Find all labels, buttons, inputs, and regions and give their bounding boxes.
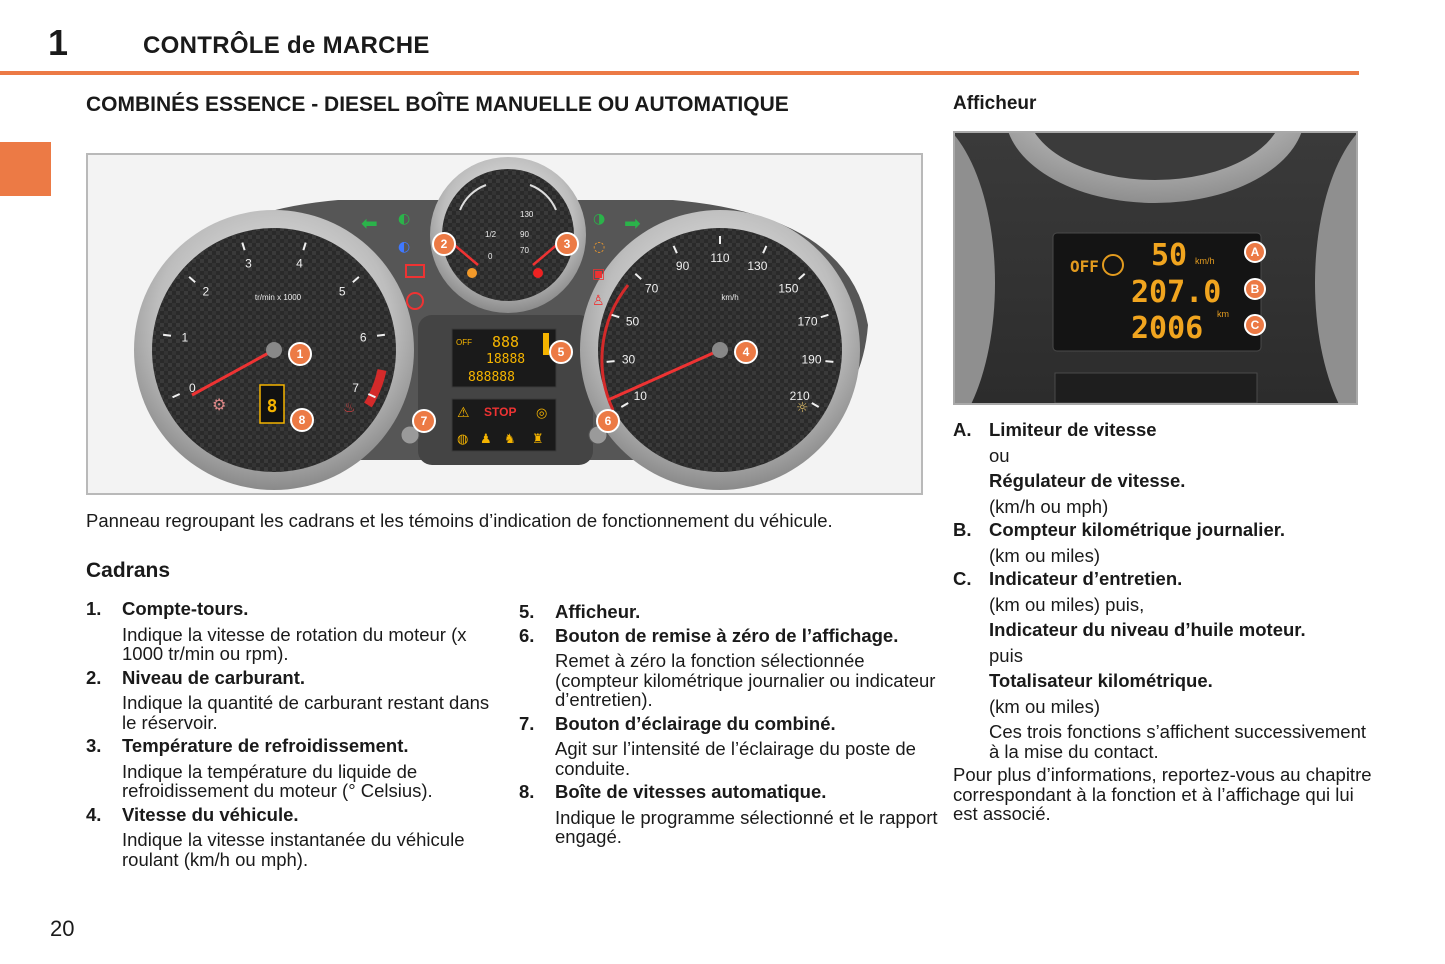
passenger-airbag-icon: ♞	[504, 432, 516, 447]
stop-warning-label: STOP	[484, 405, 517, 419]
list-item-b: B. Compteur kilométrique journalier. (km ou miles)	[953, 519, 1286, 566]
tach-tick-label: 4	[296, 256, 303, 271]
display-line-2: 18888	[486, 352, 526, 367]
esp-icon: ♜	[532, 432, 544, 447]
section-title: COMBINÉS ESSENCE - DIESEL BOÎTE MANUELLE OU AUTOMATIQUE	[86, 93, 789, 116]
left-turn-icon: ⬅	[361, 211, 378, 235]
service-warning-icon: ☼	[796, 400, 809, 416]
items-column-1	[86, 599, 496, 869]
speed-tick-label: 10	[633, 389, 647, 403]
display-odometer-value: 2006	[1131, 311, 1204, 346]
tach-tick-label: 3	[245, 256, 252, 271]
tach-tick-label: 6	[359, 330, 367, 345]
cadrans-heading: Cadrans	[86, 559, 171, 582]
afficheur-title: Afficheur	[953, 93, 1037, 114]
engine-warning-icon: ⚙	[212, 395, 227, 414]
tachometer-dial	[134, 210, 414, 490]
list-item-a: A. Limiteur de vitesse ou Régulateur de vitesse. (km/h ou mph)	[953, 419, 1186, 517]
temp-90-label: 90	[520, 230, 529, 239]
list-item: 4. Vitesse du véhicule. Indique la vitesse instantanée du véhicule roulant (km/h ou mph).	[86, 803, 465, 870]
rear-fog-icon: ◑	[593, 211, 606, 227]
front-fog-icon: ◐	[398, 211, 411, 227]
tach-tick-mark	[377, 335, 385, 336]
list-item: 7. Bouton d’éclairage du combiné. Agit sur l’intensité de l’éclairage du poste de conduite.	[519, 712, 916, 779]
callout-8: 8	[298, 413, 306, 427]
high-beam-icon: ◐	[398, 239, 411, 255]
temp-70-label: 70	[520, 246, 529, 255]
speed-tick-label: 90	[675, 259, 690, 273]
warning-triangle-icon: ⚠	[457, 405, 470, 421]
callout-5: 5	[557, 345, 565, 359]
callout-b: B	[1250, 282, 1260, 296]
temp-130-label: 130	[520, 210, 534, 219]
right-turn-icon: ➡	[624, 211, 641, 235]
speed-tick-label: 50	[625, 314, 640, 329]
display-speed-value: 50	[1151, 238, 1188, 273]
abs-icon: ◍	[457, 432, 469, 447]
svg-text:8: 8	[266, 396, 278, 417]
display-line-3: 888888	[468, 370, 515, 385]
fuel-empty-label: 0	[488, 252, 493, 261]
tach-tick-label: 2	[202, 284, 210, 299]
tach-unit-label: tr/min x 1000	[254, 293, 302, 302]
speed-tick-label: 70	[644, 281, 659, 296]
page-number: 20	[50, 916, 75, 941]
tyre-pressure-icon: ◎	[536, 406, 548, 421]
list-item: 3. Température de refroidissement. Indique la température du liquide de refroidissement du moteur (° Celsius).	[86, 735, 433, 801]
list-item: 8. Boîte de vitesses automatique. Indique le programme sélectionné et le rapport engagé.	[519, 781, 938, 847]
tach-tick-label: 5	[338, 284, 346, 299]
footer-note: Pour plus d’informations, reportez-vous au chapitre correspondant à la fonction et à l’affichage qui lui est associé.	[953, 764, 1372, 824]
callout-7: 7	[420, 414, 428, 428]
display-line-1: 888	[492, 333, 520, 351]
callout-c: C	[1250, 318, 1260, 332]
chapter-title: CONTRÔLE de MARCHE	[143, 32, 430, 59]
display-speed-unit: km/h	[1195, 256, 1215, 266]
tach-tick-mark	[163, 335, 171, 336]
tach-tick-label: 1	[181, 330, 189, 345]
speed-unit-label: km/h	[721, 293, 739, 302]
seatbelt-icon: ♙	[592, 293, 605, 309]
chapter-side-tab	[0, 142, 51, 196]
callout-6: 6	[604, 414, 612, 428]
callout-a: A	[1250, 245, 1260, 259]
list-item-c: C. Indicateur d’entretien. (km ou miles) puis, Indicateur du niveau d’huile moteur. puis Totalisateur kilométrique. (km ou miles) Ces trois fonctions s’affichent successivement à la mise du contact.	[953, 568, 1367, 762]
tach-tick-label: 0	[189, 381, 196, 395]
speed-tick-mark	[825, 361, 833, 362]
display-status: OFF	[1070, 257, 1099, 276]
afficheur-figure	[953, 131, 1358, 405]
airbag-icon: ♟	[480, 432, 492, 447]
figure-caption: Panneau regroupant les cadrans et les témoins d’indication de fonctionnement du véhicule.	[86, 510, 833, 531]
chapter-number: 1	[48, 22, 69, 63]
display-trip-value: 207.0	[1131, 275, 1222, 310]
speed-tick-label: 210	[789, 389, 810, 403]
speed-tick-label: 190	[801, 352, 822, 367]
header-rule	[0, 71, 1359, 75]
speed-tick-label: 130	[747, 259, 768, 273]
tach-tick-label: 7	[352, 381, 359, 395]
display-km-unit: km	[1217, 309, 1229, 319]
door-open-icon: ▣	[592, 266, 606, 282]
list-item: 1. Compte-tours. Indique la vitesse de rotation du moteur (x 1000 tr/min ou rpm).	[86, 598, 467, 664]
items-column-2	[519, 602, 939, 847]
list-item: 5. Afficheur.	[519, 601, 641, 622]
speedometer-dial	[580, 210, 860, 490]
callout-1: 1	[296, 347, 304, 361]
instrument-cluster-figure	[86, 153, 923, 495]
list-item: 2. Niveau de carburant. Indique la quantité de carburant restant dans le réservoir.	[86, 666, 490, 733]
fuel-half-label: 1/2	[485, 230, 497, 239]
glow-plug-icon: ◌	[593, 239, 606, 255]
speed-tick-label: 170	[797, 314, 818, 329]
callout-2: 2	[440, 237, 448, 251]
callout-4: 4	[742, 345, 750, 359]
afficheur-items	[953, 420, 1373, 824]
speed-tick-label: 150	[778, 281, 799, 296]
speed-tick-label: 110	[710, 251, 730, 265]
list-item: 6. Bouton de remise à zéro de l’affichage. Remet à zéro la fonction sélectionnée (compteur kilométrique journalier ou indicateur d’entretien).	[519, 624, 936, 710]
speed-tick-label: 30	[621, 352, 636, 367]
oil-warning-icon: ♨	[343, 400, 356, 416]
speed-tick-mark	[607, 361, 615, 362]
callout-3: 3	[563, 237, 571, 251]
svg-text:OFF: OFF	[456, 338, 472, 347]
